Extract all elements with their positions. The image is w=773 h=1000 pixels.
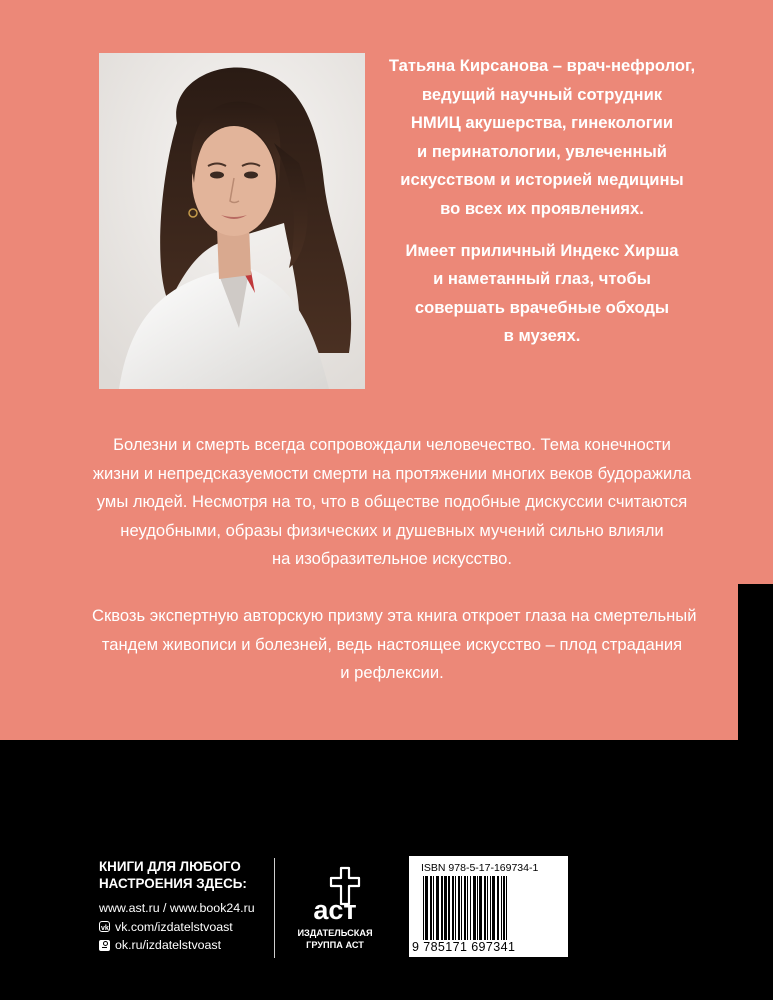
bio-paragraph-2 <box>368 237 716 351</box>
black-side-tab <box>738 584 773 744</box>
barcode-bar <box>470 876 471 940</box>
promo-title-line: НАСТРОЕНИЯ ЗДЕСЬ: <box>99 876 247 891</box>
barcode-bar <box>477 876 478 940</box>
barcode <box>421 876 556 940</box>
vk-link[interactable] <box>99 918 255 937</box>
author-portrait-illustration <box>99 53 365 389</box>
description-line: жизни и непредсказуемости смерти на протяжении многих веков будоражила <box>92 463 692 483</box>
description-line: и рефлексии. <box>340 663 444 683</box>
barcode-bar <box>458 876 460 940</box>
barcode-bar <box>501 876 502 940</box>
barcode-bar <box>484 876 486 940</box>
bio-line: совершать врачебные обходы <box>414 297 670 317</box>
barcode-bar <box>448 876 450 940</box>
bio-line: и наметанный глаз, чтобы <box>433 269 651 289</box>
barcode-bar <box>436 876 439 940</box>
websites-link[interactable] <box>99 899 255 918</box>
barcode-bar <box>506 876 507 940</box>
barcode-bar <box>464 876 466 940</box>
barcode-bar <box>433 876 434 940</box>
vk-text: vk.com/izdatelstvoast <box>115 919 233 934</box>
description-line: Болезни и смерть всегда сопровождали человечество. Тема конечности <box>113 435 671 454</box>
bio-line: ведущий научный сотрудник <box>421 84 663 104</box>
barcode-bar <box>455 876 456 940</box>
bio-line: во всех их проявлениях. <box>440 198 644 218</box>
barcode-bar <box>467 876 468 940</box>
isbn-barcode-box <box>409 856 568 957</box>
barcode-bar <box>430 876 432 940</box>
book-description <box>92 431 697 688</box>
websites-text: www.ast.ru / www.book24.ru <box>99 901 255 915</box>
barcode-bar <box>444 876 447 940</box>
barcode-bar <box>503 876 505 940</box>
barcode-bar <box>461 876 462 940</box>
bio-line: в музеях. <box>503 326 581 346</box>
barcode-digits: 9 785171 697341 <box>412 940 516 954</box>
ast-logo-text: аст <box>313 895 357 925</box>
ok-link[interactable] <box>99 936 255 955</box>
ok-icon <box>99 940 110 951</box>
isbn-label: ISBN 978-5-17-169734-1 <box>421 862 539 874</box>
publisher-caption-line: ИЗДАТЕЛЬСКАЯ <box>297 928 373 938</box>
barcode-bar <box>423 876 424 940</box>
barcode-bar <box>425 876 428 940</box>
bio-line: НМИЦ акушерства, гинекологии <box>410 113 674 133</box>
description-line: неудобными, образы физических и душевных мучений сильно влияли <box>120 520 664 540</box>
bio-line: и перинатологии, увлеченный <box>417 141 667 161</box>
vk-icon <box>99 921 110 932</box>
barcode-bar <box>479 876 482 940</box>
description-line: тандем живописи и болезней, ведь настоящее искусство – плод страдания <box>101 634 683 654</box>
description-line: умы людей. Несмотря на то, что в обществе подобные дискуссии считаются <box>96 492 688 512</box>
description-line: Сквозь экспертную авторскую призму эта книга откроет глаза на смертельный <box>92 605 697 625</box>
promo-title <box>99 858 247 892</box>
barcode-bar <box>490 876 491 940</box>
promo-links <box>99 899 255 955</box>
description-paragraph-1 <box>92 431 692 574</box>
publisher-caption-line: ГРУППА АСТ <box>306 939 364 950</box>
barcode-bar <box>452 876 454 940</box>
barcode-bar <box>487 876 488 940</box>
description-paragraph-2 <box>92 602 697 688</box>
bio-line: Имеет приличный Индекс Хирша <box>405 240 679 260</box>
vertical-divider <box>274 858 275 958</box>
promo-title-line: КНИГИ ДЛЯ ЛЮБОГО <box>99 859 241 874</box>
barcode-bar <box>473 876 476 940</box>
description-line: на изобразительное искусство. <box>271 549 512 569</box>
barcode-bar <box>497 876 499 940</box>
bio-line: искусством и историей медицины <box>400 170 684 190</box>
bio-paragraph-1 <box>368 52 716 224</box>
publisher-caption <box>283 928 387 951</box>
bio-line: Татьяна Кирсанова – врач-нефролог, <box>388 56 696 75</box>
author-bio <box>368 52 716 351</box>
ok-text: ok.ru/izdatelstvoast <box>115 938 222 952</box>
barcode-bar <box>492 876 495 940</box>
barcode-bar <box>441 876 443 940</box>
author-photo <box>99 53 365 389</box>
